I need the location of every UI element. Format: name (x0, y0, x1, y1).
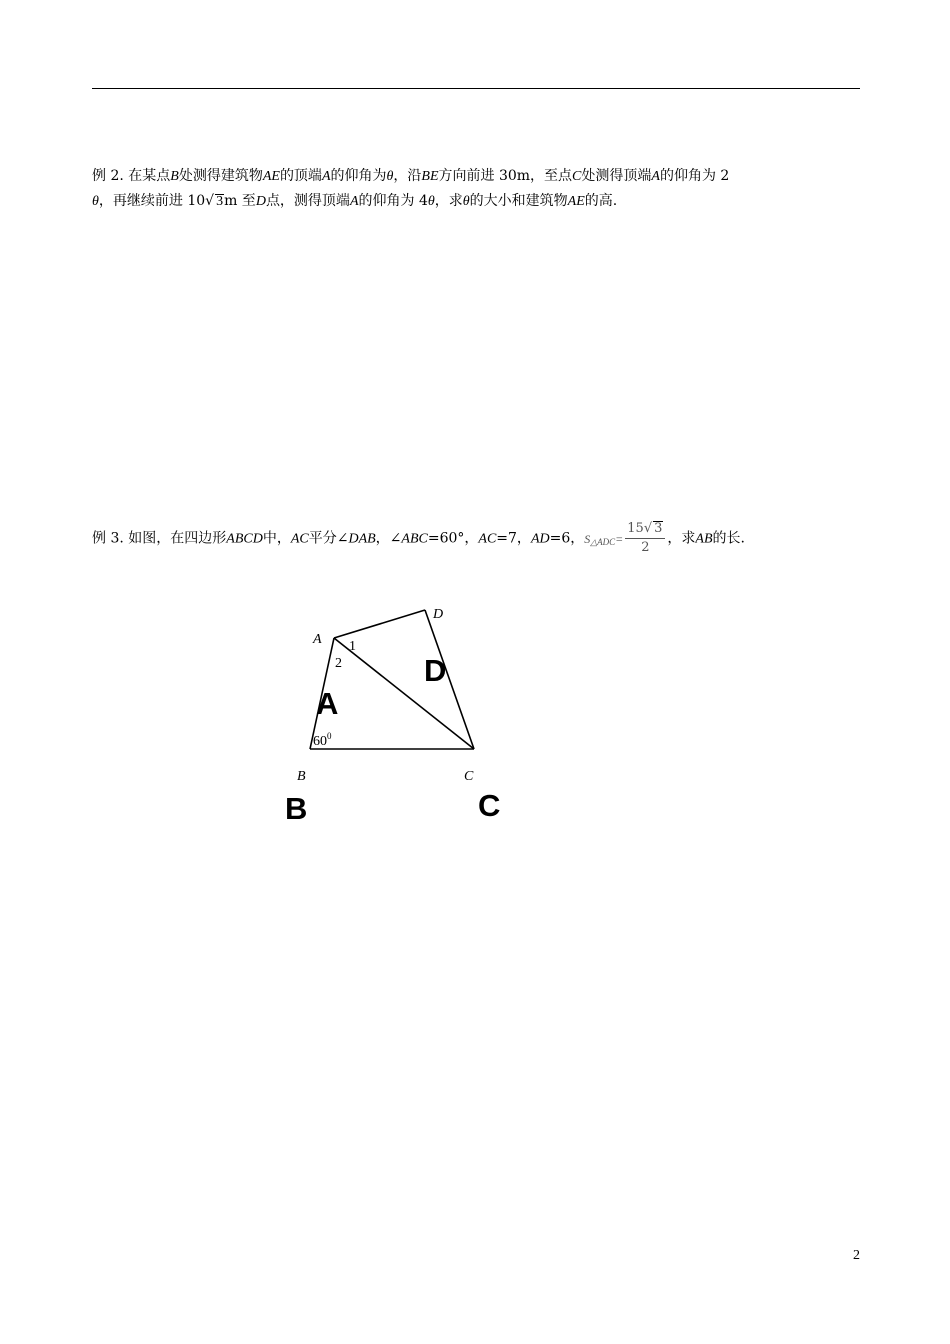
text: 的大小和建筑物 (469, 193, 568, 209)
sqrt-symbol: √ (205, 193, 215, 209)
equals: = (615, 531, 624, 546)
var-A: A (321, 169, 331, 184)
area-expression (584, 532, 623, 546)
text: 的长. (712, 530, 745, 547)
vertex-label-A: A (313, 632, 322, 647)
text: 中， (262, 530, 291, 547)
var-A: A (651, 169, 660, 184)
var-theta: θ (92, 194, 99, 209)
var-BE: BE (421, 169, 439, 184)
text: 处测得建筑物 (178, 168, 263, 184)
var-C: C (572, 169, 582, 184)
var-AB: AB (695, 531, 713, 547)
text: m 至 (224, 193, 256, 209)
big-label-D: D (424, 653, 447, 688)
var-S-subscript: △ADC (590, 536, 616, 547)
var-AE: AE (262, 169, 280, 184)
text: ，∠ (375, 530, 402, 547)
sqrt-symbol: √ (643, 521, 653, 536)
quadrilateral-figure (280, 590, 540, 840)
vertex-label-D: D (433, 607, 444, 622)
text: 方向前进 30m，至点 (438, 168, 573, 184)
text: 的仰角为 2 (659, 168, 730, 184)
var-theta: θ (462, 194, 470, 209)
fraction-numerator (625, 520, 665, 539)
var-ABC: ABC (401, 531, 428, 547)
area-fraction (625, 520, 665, 557)
text: =7， (496, 530, 531, 547)
text: ，再继续前进 10 (98, 193, 206, 209)
text: =6， (549, 530, 585, 547)
text: 平分∠ (308, 530, 349, 547)
angle-label-60 (313, 731, 332, 749)
edge-AD (334, 610, 425, 638)
text: ，沿 (393, 168, 422, 184)
sqrt-radicand: 3 (216, 194, 224, 209)
angle-label-2: 2 (335, 656, 342, 671)
header-rule (92, 88, 860, 89)
angle-60-sup: 0 (327, 731, 332, 741)
text: ，求 (434, 193, 463, 209)
text: ，求 (667, 530, 696, 547)
text: 点，测得顶端 (265, 193, 350, 209)
text: 的仰角为 (330, 168, 387, 184)
var-AE: AE (567, 194, 585, 209)
text: 在某点 (128, 168, 171, 184)
var-theta: θ (427, 194, 435, 209)
var-AC: AC (290, 531, 309, 547)
big-label-C: C (478, 788, 501, 823)
var-D: D (255, 194, 266, 209)
text: 的高. (584, 193, 618, 209)
angle-60-value: 60 (313, 734, 327, 749)
sqrt-radicand: 3 (654, 521, 663, 536)
diagonal-AC (334, 638, 474, 749)
text: =60°， (427, 530, 479, 547)
example-2-label: 例 2. (92, 168, 124, 184)
var-A: A (349, 194, 359, 209)
text: 处测得顶端 (581, 168, 652, 184)
var-DAB: DAB (348, 531, 376, 547)
numerator-coef: 15 (627, 521, 644, 536)
var-AD: AD (530, 531, 550, 547)
var-ABCD: ABCD (226, 531, 263, 547)
example-2-paragraph (92, 164, 862, 214)
fraction-denominator: 2 (641, 540, 650, 555)
vertex-label-B: B (297, 769, 306, 784)
var-theta: θ (386, 169, 394, 184)
example-3-label: 例 3. (92, 530, 124, 547)
var-S: S (584, 531, 591, 546)
big-label-A: A (316, 686, 339, 721)
big-label-B: B (285, 791, 308, 826)
var-B: B (170, 169, 179, 184)
text: 如图，在四边形 (128, 530, 227, 547)
example-3-paragraph (92, 520, 862, 557)
angle-label-1: 1 (349, 639, 356, 654)
text: 的仰角为 4 (358, 193, 428, 209)
text: 的顶端 (279, 168, 322, 184)
page-number: 2 (853, 1248, 860, 1263)
vertex-label-C: C (464, 769, 474, 784)
var-AC: AC (478, 531, 497, 547)
